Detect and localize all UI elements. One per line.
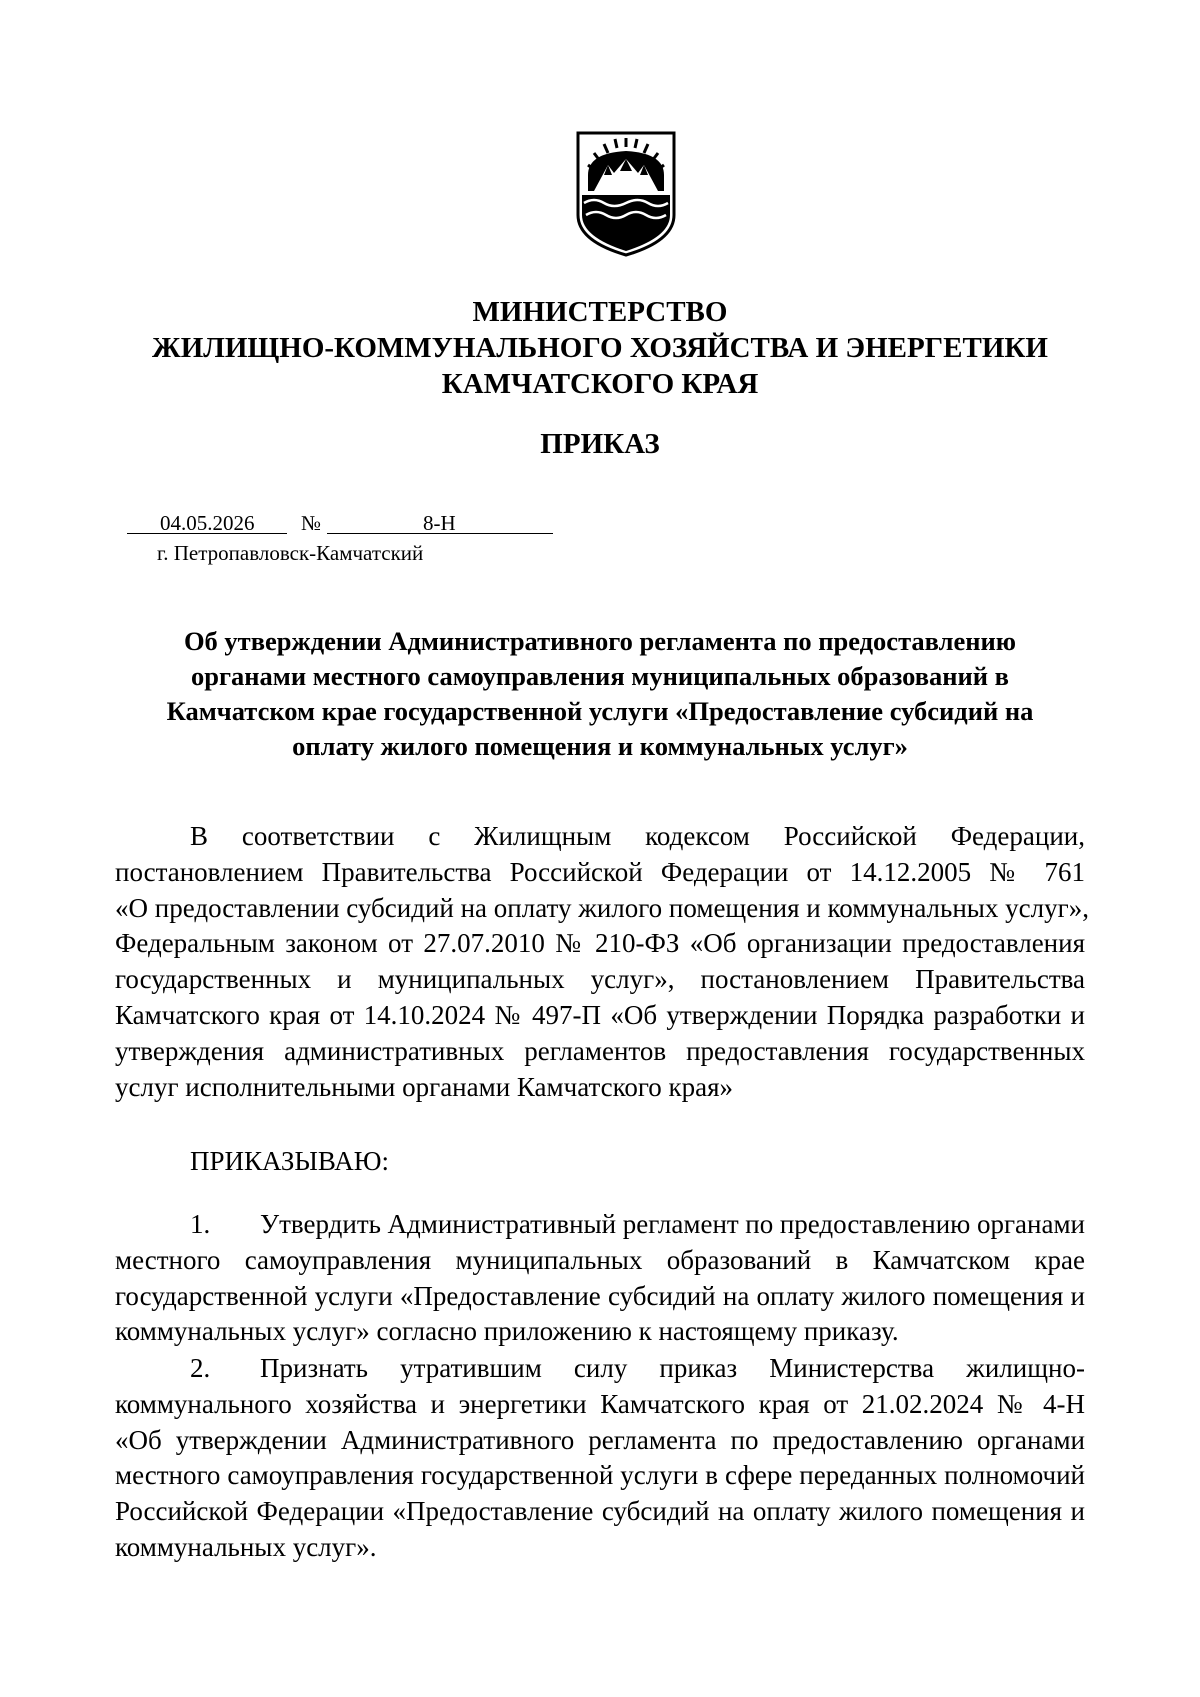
item-2-line: местного самоуправления государственной услуги в сфере переданных полномочий (115, 1460, 1085, 1491)
word: приказ (659, 1353, 738, 1383)
item-1-line: коммунальных услуг» согласно приложению к настоящему приказу. (115, 1316, 899, 1347)
item-2-first-line (115, 1351, 1085, 1387)
preamble-line: В соответствии с Жилищным кодексом Российской Федерации, (190, 821, 1085, 851)
order-subject (130, 624, 1070, 764)
number-sign: № (301, 511, 322, 535)
item-2-line: коммунального хозяйства и энергетики Камчатского края от 21.02.2024 № 4-Н (115, 1388, 1085, 1419)
word: жилищно- (966, 1353, 1085, 1383)
word: силу (573, 1353, 628, 1383)
date-number-line (127, 510, 557, 536)
word: по (745, 1209, 774, 1239)
word: Министерства (769, 1353, 935, 1383)
ministry-header-line-1: МИНИСТЕРСТВО (472, 296, 728, 328)
ministry-header-line-3: КАМЧАТСКОГО КРАЯ (441, 368, 759, 400)
order-date: 04.05.2026 (160, 511, 255, 535)
order-item-1 (115, 1207, 1085, 1350)
preamble-line: услуг исполнительными органами Камчатского края» (115, 1071, 734, 1102)
order-title: ПРИКАЗ (540, 428, 660, 460)
order-item-2 (115, 1351, 1085, 1566)
word: регламент (622, 1209, 739, 1239)
preamble-line: государственных и муниципальных услуг», постановлением Правительства (115, 964, 1085, 995)
item-2-line (260, 1351, 1085, 1387)
preamble-line: Камчатского края от 14.10.2024 № 497-П «Об утверждении Порядка разработки и (115, 999, 1085, 1030)
item-2-line: коммунальных услуг». (115, 1531, 377, 1562)
item-1-line: местного самоуправления муниципальных образований в Камчатском крае (115, 1244, 1085, 1275)
item-1-line (260, 1207, 1085, 1243)
item-1-number: 1. (190, 1209, 211, 1239)
order-city: г. Петропавловск-Камчатский (157, 541, 424, 565)
word: Утвердить (260, 1209, 381, 1239)
preamble-line: постановлением Правительства Российской Федерации от 14.12.2005 № 761 (115, 856, 1085, 887)
ministry-header (120, 294, 1080, 402)
item-2-line: Российской Федерации «Предоставление субсидий на оплату жилого помещения и (115, 1496, 1085, 1527)
ministry-header-line-2: ЖИЛИЩНО-КОММУНАЛЬНОГО ХОЗЯЙСТВА И ЭНЕРГЕТИКИ (152, 332, 1048, 364)
word: утратившим (400, 1353, 542, 1383)
item-2-line: «Об утверждении Административного регламента по предоставлению органами (115, 1424, 1085, 1455)
preamble-line: Федеральным законом от 27.07.2010 № 210-ФЗ «Об организации предоставления (115, 928, 1085, 959)
order-number: 8-Н (423, 511, 456, 535)
subject-line: Об утверждении Административного регламента по предоставлению (183, 626, 1017, 656)
subject-line: оплату жилого помещения и коммунальных услуг» (292, 731, 908, 761)
item-2-number: 2. (190, 1353, 211, 1383)
word: Признать (260, 1353, 368, 1383)
subject-line: органами местного самоуправления муниципальных образований в (190, 661, 1009, 691)
item-1-first-line (115, 1207, 1085, 1243)
preamble-line: утверждения административных регламентов предоставления государственных (115, 1035, 1085, 1066)
preamble-line: «О предоставлении субсидий на оплату жилого помещения и коммунальных услуг», (115, 892, 1089, 923)
coat-of-arms-icon (574, 129, 678, 259)
order-word: ПРИКАЗЫВАЮ: (190, 1146, 389, 1176)
word: Административный (387, 1209, 617, 1239)
subject-line: Камчатском крае государственной услуги «Предоставление субсидий на (166, 696, 1034, 726)
item-1-line: государственной услуги «Предоставление субсидий на оплату жилого помещения и (115, 1280, 1085, 1311)
preamble-paragraph (115, 819, 1089, 1105)
word: предоставлению (779, 1209, 971, 1239)
order-meta (127, 510, 557, 565)
word: органами (976, 1209, 1085, 1239)
